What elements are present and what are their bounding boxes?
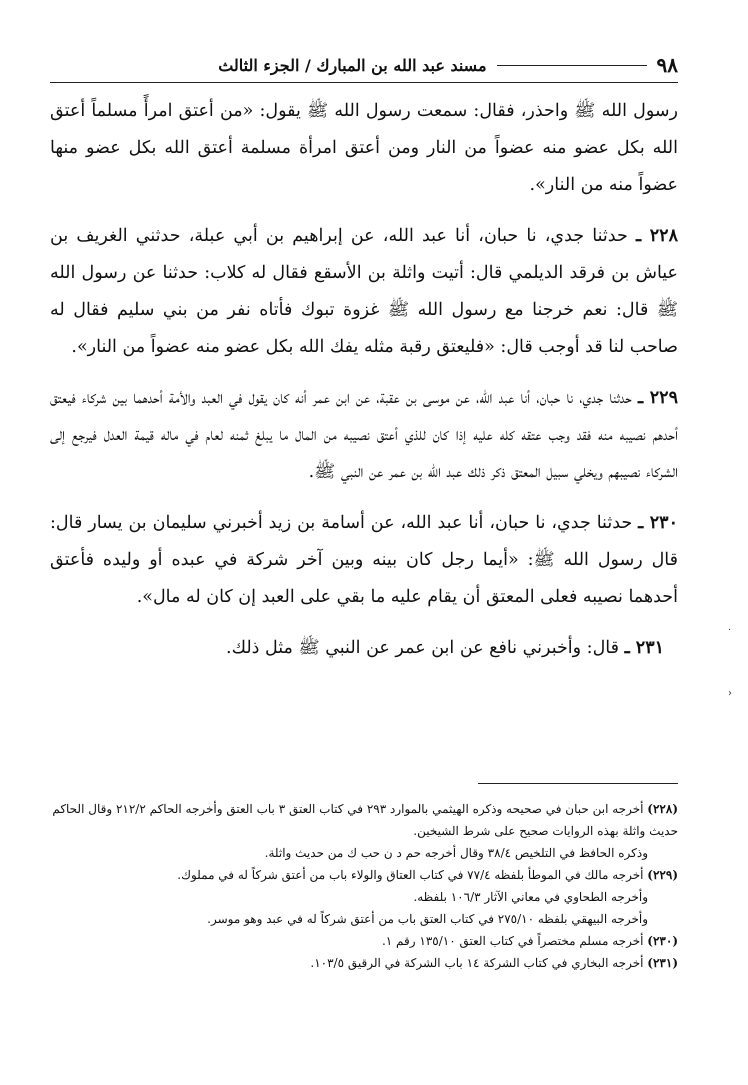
hadith-number: ٢٣٠ ـ bbox=[638, 513, 678, 533]
footnote-229-cont-2 bbox=[50, 908, 678, 930]
hadith-text: حدثنا جدي، نا حبان، أنا عبد الله، عن أسامة بن زيد أخبرني سليمان بن يسار قال: قال رسول الله ﷺ: «أيما رجل كان بينه وبين آخر شركة في عبده أو وليده فأعتق أحدهما نصيبه فعلى المعتق أن يقام عليه ما بقي على العبد إن كان له مال». bbox=[50, 513, 678, 607]
footnote-228-cont bbox=[50, 842, 678, 864]
footnote-231 bbox=[50, 952, 678, 974]
footnote-number: (٢٢٩) bbox=[647, 868, 678, 882]
hadith-228 bbox=[50, 218, 678, 366]
hadith-text: رسول الله ﷺ واحذر، فقال: سمعت رسول الله ﷺ يقول: «من أعتق امرأً مسلماً أعتق الله بكل عضو منه عضواً من النار ومن أعتق امرأة مسلمة أعتق الله بكل عضو منها عضواً منه من النار». bbox=[50, 101, 678, 195]
footnote-text: وأخرجه الطحاوي في معاني الآثار ١٠٦/٣ بلفظه. bbox=[413, 890, 648, 904]
hadith-230 bbox=[50, 505, 678, 616]
hadith-number: ٢٢٨ ـ bbox=[635, 226, 678, 246]
margin-mark: ‹ bbox=[728, 688, 732, 699]
footnote-number: (٢٣١) bbox=[647, 956, 678, 970]
footnote-text: وأخرجه البيهقي بلفظه ٢٧٥/١٠ في كتاب العتق باب من أعتق شركاً له في عبد وهو موسر. bbox=[207, 912, 648, 926]
footnote-228 bbox=[50, 798, 678, 842]
footnote-number: (٢٢٨) bbox=[647, 802, 678, 816]
page-number: ٩٨ bbox=[656, 53, 678, 77]
main-text bbox=[50, 93, 678, 667]
footnote-text: أخرجه البخاري في كتاب الشركة ١٤ باب الشركة في الرقيق ١٠٣/٥. bbox=[310, 956, 644, 970]
footnotes-section bbox=[50, 783, 678, 974]
hadith-text: حدثنا جدي، نا حبان، أنا عبد الله، عن إبراهيم بن أبي عبلة، حدثني الغريف بن عياش بن فرقد الديلمي قال: أتيت واثلة بن الأسقع فقال له كلاب: حدثنا عن رسول الله ﷺ قال: نعم خرجنا مع رسول الله ﷺ غزوة تبوك فأتاه نفر من بني سليم فقال له صاحب لنا قد أوجب قال: «فليعتق رقبة مثله يفك الله بكل عضو منه عضواً من النار». bbox=[50, 226, 678, 357]
hadith-text: قال: وأخبرني نافع عن ابن عمر عن النبي ﷺ مثل ذلك. bbox=[226, 638, 619, 658]
footnote-text: أخرجه مسلم مختصراً في كتاب العتق ١٣٥/١٠ رقم ١. bbox=[381, 934, 644, 948]
hadith-229 bbox=[50, 380, 678, 491]
hadith-continuation bbox=[50, 93, 678, 204]
footnote-229 bbox=[50, 864, 678, 886]
hadith-number: ٢٣١ ـ bbox=[624, 638, 664, 658]
margin-mark: . bbox=[728, 622, 732, 633]
footnote-text: وذكره الحافظ في التلخيص ٣٨/٤ وقال أخرجه حم د ن حب ك من حديث واثلة. bbox=[264, 846, 648, 860]
hadith-231 bbox=[50, 630, 678, 667]
footnote-number: (٢٣٠) bbox=[647, 934, 678, 948]
footnote-229-cont-1 bbox=[50, 886, 678, 908]
header-rule bbox=[497, 65, 647, 66]
header-title: مسند عبد الله بن المبارك / الجزء الثالث bbox=[218, 55, 487, 75]
footnote-text: أخرجه مالك في الموطأ بلفظه ٧٧/٤ في كتاب العتاق والولاء باب من أعتق شركاً له في مملوك. bbox=[177, 868, 644, 882]
footnote-text: أخرجه ابن حبان في صحيحه وذكره الهيثمي بالموارد ٢٩٣ في كتاب العتق ٣ باب العتق وأخرجه الحاكم ٢١٢/٢ وقال الحاكم حديث واثلة بهذه الروايات صحيح على شرط الشيخين. bbox=[52, 802, 678, 838]
book-page bbox=[50, 48, 678, 1065]
footnote-230 bbox=[50, 930, 678, 952]
hadith-number: ٢٢٩ ـ bbox=[637, 388, 678, 408]
running-header bbox=[50, 48, 678, 83]
footnote-rule bbox=[478, 783, 678, 784]
hadith-text: حدثنا جدي، نا حبان، أنا عبد الله، عن موسى بن عقبة، عن ابن عمر أنه كان يقول في العبد والأمة أحدهما بين شركاء فيعتق أحدهم نصيبه منه فقد وجب عتقه كله عليه إذا كان للذي أعتق نصيبه من المال ما يبلغ ثمنه لعام في ماله قيمة العدل فيرجع إلى الشركاء نصيبهم ويخلي سبيل المعتق ذكر ذلك عبد الله بن عمر عن النبي ﷺ. bbox=[50, 388, 678, 482]
